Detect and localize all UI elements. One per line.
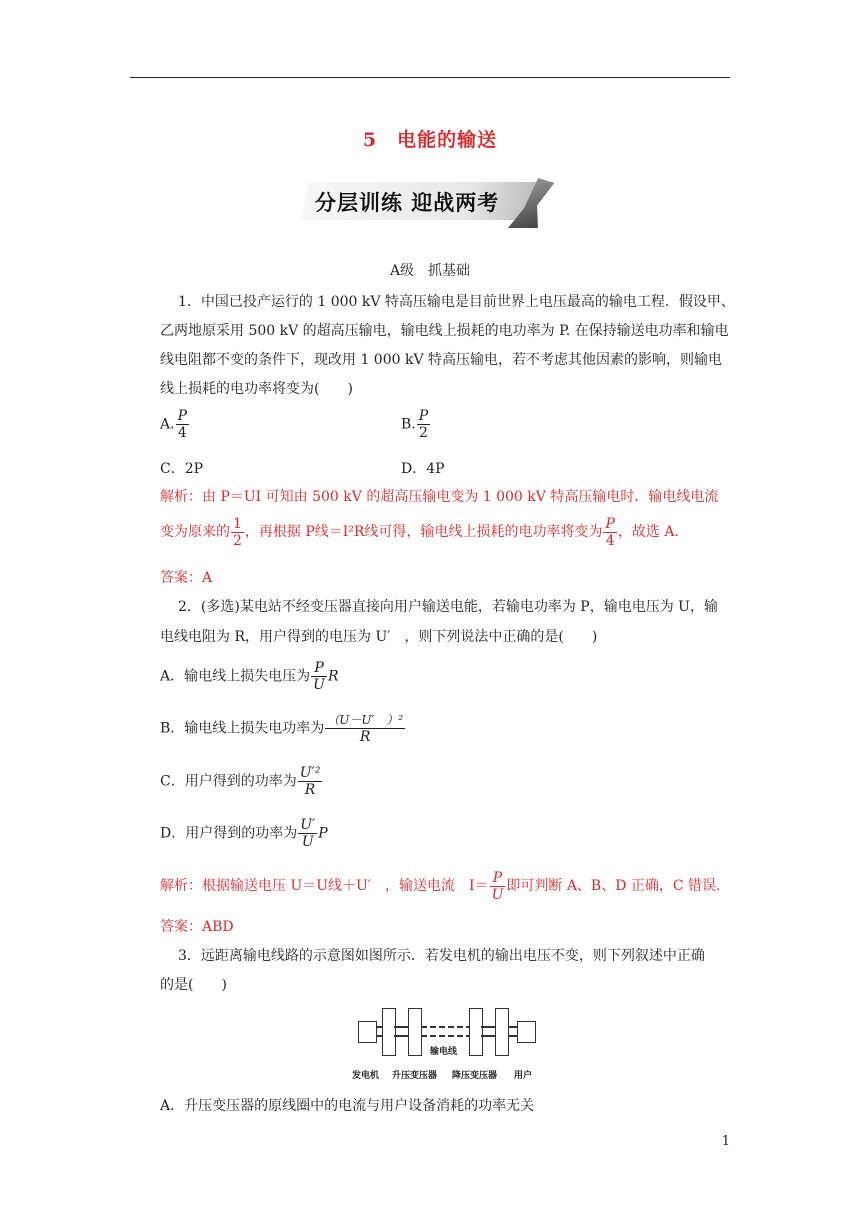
step-down-primary bbox=[469, 1008, 483, 1056]
transmission-wire bbox=[421, 1035, 469, 1037]
generator-label: 发电机 bbox=[352, 1071, 380, 1081]
option-text: A．输电线上损失电压为 bbox=[160, 668, 311, 685]
q3-line: 3．远距离输电线路的示意图如图所示．若发电机的输出电压不变，则下列叙述中正确 bbox=[178, 948, 705, 964]
header-rule bbox=[130, 77, 730, 78]
fraction bbox=[298, 765, 323, 798]
q1-option-d[interactable]: D．4P bbox=[401, 461, 445, 477]
q2-line: 电线电阻为 R，用户得到的电压为 U′ ，则下列说法中正确的是( ) bbox=[160, 629, 598, 645]
analysis-text: 即可判断 A、B、D 正确，C 错误. bbox=[506, 878, 721, 894]
step-down-label: 降压变压器 bbox=[452, 1071, 498, 1081]
wire bbox=[481, 1035, 495, 1037]
analysis-text: 变为原来的 bbox=[160, 524, 230, 540]
option-text: C．用户得到的功率为 bbox=[160, 773, 297, 790]
q1-analysis-line bbox=[160, 515, 679, 549]
q2-line: 2．(多选)某电站不经变压器直接向用户输送电能，若输电功率为 P，输电电压为 U，输 bbox=[178, 599, 718, 615]
fraction bbox=[490, 870, 506, 903]
user-label: 用户 bbox=[514, 1071, 533, 1081]
fraction-numerator: （U－U′ ）² bbox=[327, 713, 404, 727]
fraction bbox=[176, 408, 189, 441]
fraction-numerator: P bbox=[605, 515, 615, 532]
q2-analysis-line bbox=[160, 869, 721, 903]
q1-analysis-line: 解析：由 P＝UI 可知由 500 kV 的超高压输电变为 1 000 kV 特高压输电时．输电线电流 bbox=[160, 489, 719, 505]
wire bbox=[508, 1035, 517, 1037]
page-title: 5 电能的输送 bbox=[362, 129, 498, 151]
q1-line: 乙两地原采用 500 kV 的超高压输电，输电线上损耗的电功率为 P. 在保持输送电功率和输电 bbox=[160, 323, 729, 339]
option-label: B. bbox=[401, 416, 416, 433]
generator-box bbox=[358, 1021, 377, 1043]
step-up-primary bbox=[382, 1008, 396, 1056]
step-down-secondary bbox=[495, 1008, 509, 1056]
step-up-label: 升压变压器 bbox=[392, 1071, 438, 1081]
fraction-numerator: P bbox=[418, 408, 429, 424]
q2-option-d[interactable] bbox=[160, 817, 328, 850]
wire-label: 输电线 bbox=[430, 1047, 458, 1057]
fraction-numerator: U′² bbox=[299, 765, 321, 781]
fraction-denominator: U bbox=[301, 834, 314, 850]
q1-line: 1．中国已投产运行的 1 000 kV 特高压输电是目前世界上电压最高的输电工程．假设甲、 bbox=[178, 294, 735, 310]
q1-option-b[interactable] bbox=[401, 408, 431, 441]
fraction bbox=[311, 660, 327, 693]
fraction-denominator: U bbox=[491, 886, 504, 903]
fraction-denominator: R bbox=[304, 782, 316, 798]
fraction-denominator: 4 bbox=[605, 532, 615, 549]
step-up-secondary bbox=[408, 1008, 422, 1056]
fraction-denominator: 2 bbox=[419, 425, 428, 441]
q1-option-c[interactable]: C．2P bbox=[160, 461, 204, 477]
q1-line: 线上损耗的电功率将变为( ) bbox=[160, 381, 353, 397]
fraction-numerator: 1 bbox=[233, 515, 242, 532]
fraction-numerator: P bbox=[490, 870, 506, 887]
option-tail: P bbox=[318, 825, 328, 842]
q2-answer: 答案：ABD bbox=[160, 919, 234, 935]
q2-option-a[interactable] bbox=[160, 660, 338, 693]
q2-option-b[interactable] bbox=[160, 712, 406, 745]
wire bbox=[481, 1026, 495, 1028]
q1-line: 线电阻都不变的条件下，现改用 1 000 kV 特高压输电，若不考虑其他因素的影响，则输电 bbox=[160, 352, 723, 368]
level-heading: A级 抓基础 bbox=[389, 263, 471, 279]
q3-line: 的是( ) bbox=[160, 977, 227, 993]
fraction-denominator: U bbox=[313, 677, 325, 693]
fraction-denominator: 2 bbox=[233, 532, 242, 549]
fraction-numerator: P bbox=[177, 408, 187, 424]
q1-option-a[interactable] bbox=[160, 408, 190, 441]
analysis-text: ，再根据 P线＝I²R线可得，输电线上损耗的电功率将变为 bbox=[244, 524, 603, 540]
fraction bbox=[231, 516, 244, 549]
transmission-wire bbox=[421, 1026, 469, 1028]
fraction bbox=[603, 516, 616, 549]
q2-option-c[interactable] bbox=[160, 765, 323, 798]
banner-text: 分层训练 迎战两考 bbox=[315, 191, 500, 215]
option-tail: R bbox=[327, 668, 339, 685]
option-text: B．输电线上损失电功率为 bbox=[160, 720, 325, 737]
fraction-denominator: R bbox=[359, 729, 371, 745]
fraction-numerator: P bbox=[311, 660, 327, 677]
wire bbox=[394, 1035, 408, 1037]
fraction bbox=[417, 408, 430, 441]
transmission-diagram bbox=[352, 1000, 546, 1090]
section-banner bbox=[305, 178, 550, 228]
fraction bbox=[325, 712, 405, 745]
option-text: D．用户得到的功率为 bbox=[160, 825, 298, 842]
fraction bbox=[298, 817, 317, 850]
option-label: A. bbox=[160, 416, 175, 433]
q3-option-a[interactable]: A．升压变压器的原线圈中的电流与用户设备消耗的功率无关 bbox=[160, 1098, 535, 1114]
fraction-numerator: U′ bbox=[300, 817, 316, 833]
wire bbox=[394, 1026, 408, 1028]
page-number: 1 bbox=[721, 1134, 730, 1149]
analysis-text: 解析：根据输送电压 U＝U线＋U′ ，输送电流 I＝ bbox=[160, 878, 489, 894]
wire bbox=[508, 1026, 517, 1028]
analysis-text: ，故选 A. bbox=[617, 524, 679, 540]
q1-answer: 答案：A bbox=[160, 570, 213, 586]
user-box bbox=[517, 1021, 536, 1043]
fraction-denominator: 4 bbox=[177, 425, 187, 441]
